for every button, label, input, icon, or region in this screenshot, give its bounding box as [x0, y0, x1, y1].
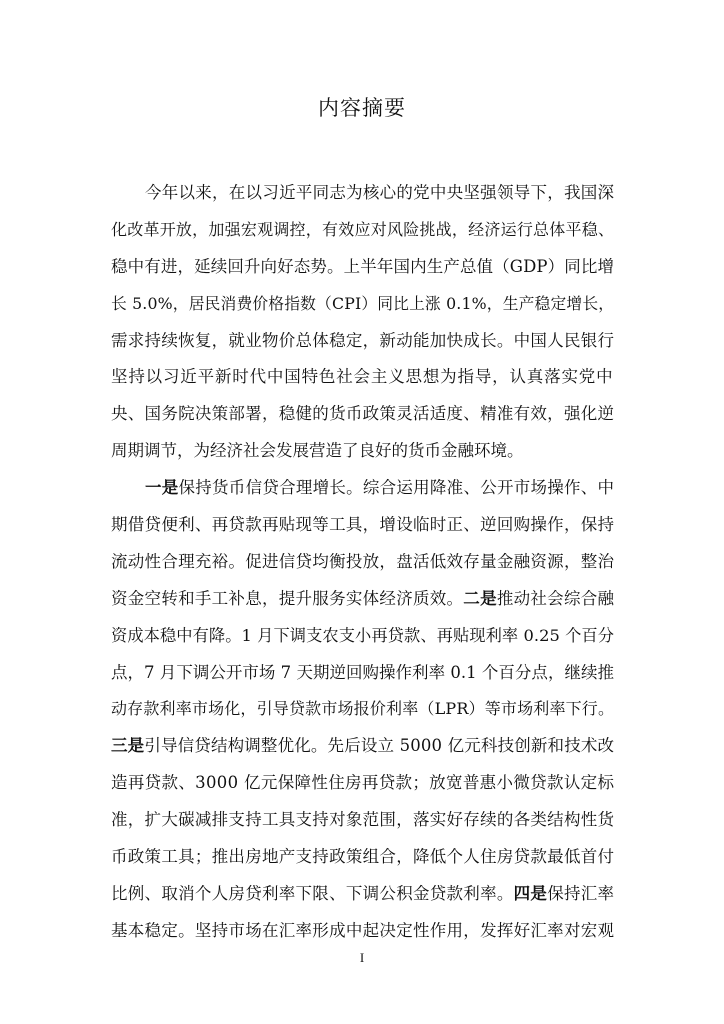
text-line-content: 期借贷便利、再贷款再贴现等工具，增设临时正、逆回购操作，保持 [111, 515, 615, 535]
text-line [111, 728, 614, 765]
paragraph-measures [111, 470, 614, 950]
text-run: 保持货币信贷合理增长。综合运用降准、公开市场操作、中 [178, 478, 615, 498]
text-run: 保持汇率 [547, 883, 615, 903]
text-line-content [145, 470, 614, 507]
text-line [111, 323, 614, 360]
text-line [111, 544, 614, 581]
point-marker-three: 三是 [111, 736, 145, 756]
text-line-content: 央、国务院决策部署，稳健的货币政策灵活适度、精准有效，强化逆 [111, 404, 615, 424]
text-line [111, 249, 614, 286]
text-line-content: 流动性合理充裕。促进信贷均衡投放，盘活低效存量金融资源，整治 [111, 551, 615, 571]
text-line-content: 今年以来，在以习近平同志为核心的党中央坚强领导下，我国深 [145, 183, 615, 202]
text-run: 资金空转和手工补息，提升服务实体经济质效。 [111, 588, 464, 608]
text-line-content: 稳中有进，延续回升向好态势。上半年国内生产总值（GDP）同比增 [111, 256, 615, 276]
text-line [111, 876, 614, 913]
text-line-content: 周期调节，为经济社会发展营造了良好的货币金融环境。 [111, 441, 524, 461]
text-run: 比例、取消个人房贷利率下限、下调公积金贷款利率。 [111, 883, 514, 903]
text-line-content: 动存款利率市场化，引导贷款市场报价利率（LPR）等市场利率下行。 [111, 699, 615, 719]
text-line-content: 点，7 月下调公开市场 7 天期逆回购操作利率 0.1 个百分点，继续推 [111, 662, 615, 682]
text-line [111, 433, 614, 470]
page-title: 内容摘要 [318, 96, 406, 120]
text-line-content: 币政策工具；推出房地产支持政策组合，降低个人住房贷款最低首付 [111, 847, 615, 867]
text-line [111, 359, 614, 396]
text-line [111, 618, 614, 655]
paragraph-intro [111, 175, 614, 470]
point-marker-one: 一是 [145, 478, 179, 498]
text-line [111, 286, 614, 323]
text-line [111, 470, 614, 507]
text-line-content: 化改革开放，加强宏观调控，有效应对风险挑战，经济运行总体平稳、 [111, 219, 615, 239]
text-line [111, 691, 614, 728]
point-marker-two: 二是 [463, 588, 497, 608]
text-line-content: 坚持以习近平新时代中国特色社会主义思想为指导，认真落实党中 [111, 367, 614, 387]
text-line [111, 175, 614, 212]
text-line [111, 396, 614, 433]
text-line-content [111, 728, 614, 765]
page-number: I [359, 950, 365, 965]
text-line-content [111, 581, 614, 618]
text-line [111, 507, 614, 544]
text-run: 引导信贷结构调整优化。先后设立 5000 亿元科技创新和技术改 [144, 736, 615, 756]
document-body [111, 175, 614, 950]
text-run: 推动社会综合融 [496, 588, 615, 608]
text-line-content: 准，扩大碳减排支持工具支持对象范围，落实好存续的各类结构性货 [111, 810, 615, 830]
text-line [111, 913, 614, 950]
text-line [111, 839, 614, 876]
text-line-content: 造再贷款、3000 亿元保障性住房再贷款；放宽普惠小微贷款认定标 [111, 773, 615, 793]
text-line-content: 长 5.0%，居民消费价格指数（CPI）同比上涨 0.1%，生产稳定增长， [111, 293, 615, 313]
text-line-content: 基本稳定。坚持市场在汇率形成中起决定性作用，发挥好汇率对宏观 [111, 920, 615, 940]
text-line [111, 655, 614, 692]
text-line-content: 资成本稳中有降。1 月下调支农支小再贷款、再贴现利率 0.25 个百分 [111, 625, 615, 645]
text-line [111, 581, 614, 618]
text-line-content [111, 876, 614, 913]
text-line [111, 802, 614, 839]
text-line-content: 需求持续恢复，就业物价总体稳定，新动能加快成长。中国人民银行 [111, 330, 615, 350]
text-line [111, 765, 614, 802]
text-line [111, 212, 614, 249]
point-marker-four: 四是 [513, 883, 548, 903]
